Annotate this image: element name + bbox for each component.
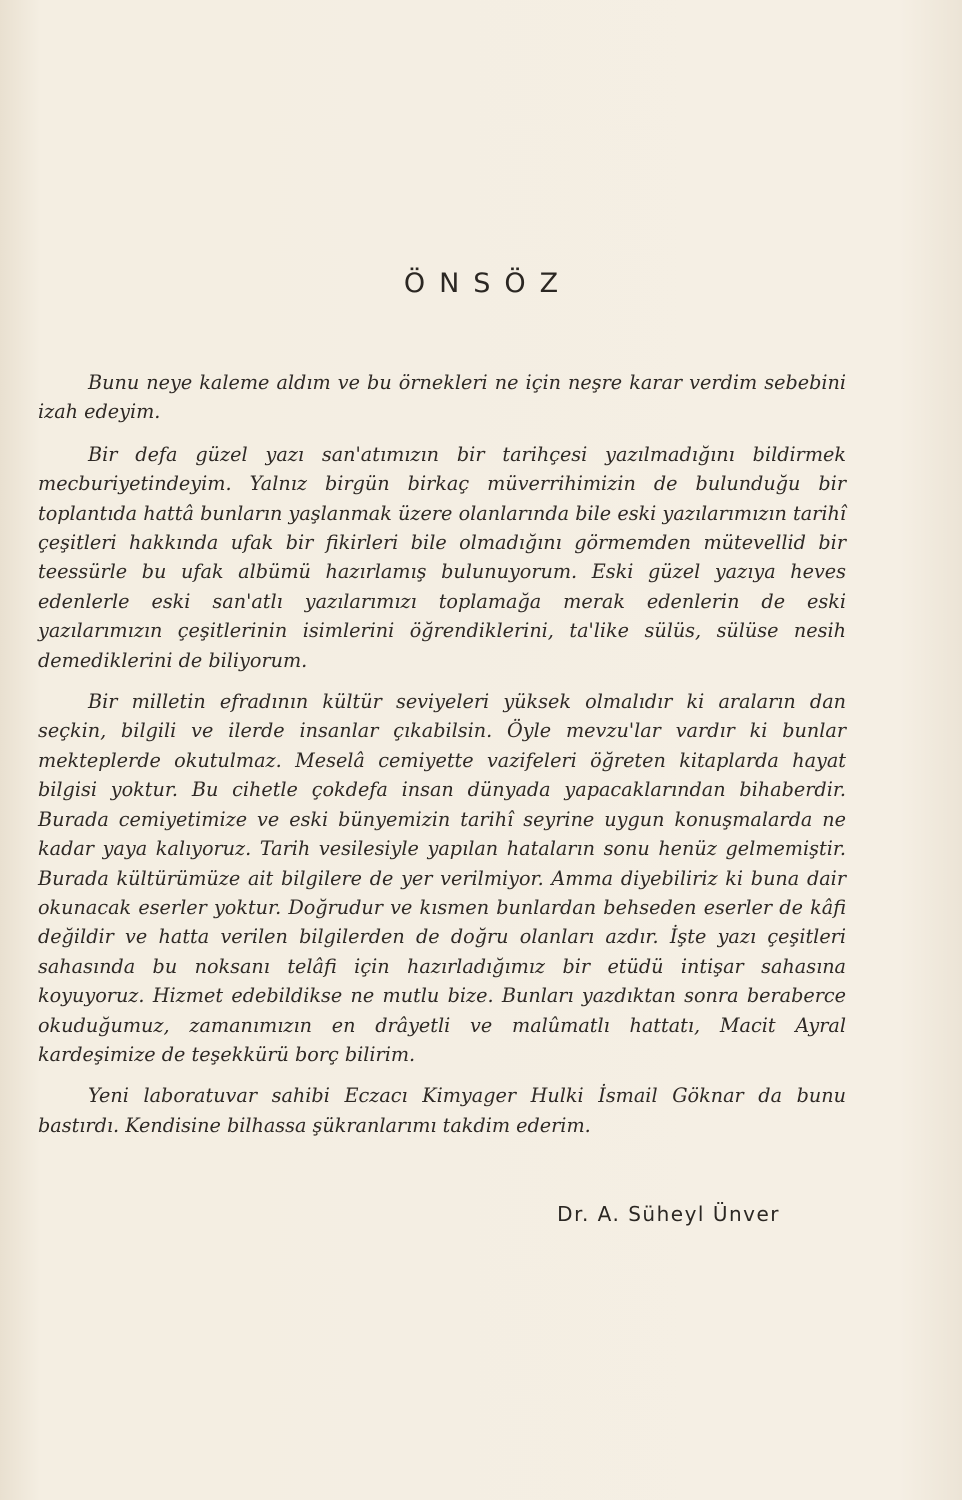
preface-body bbox=[38, 368, 846, 1152]
page-title: ÖNSÖZ bbox=[403, 268, 573, 299]
paragraph-4: Yeni laboratuvar sahibi Eczacı Kimyager Hulki İsmail Göknar da bunu bastırdı. Kendisine bilhassa şükranlarımı takdim ederim. bbox=[38, 1084, 846, 1137]
author-signature: Dr. A. Süheyl Ünver bbox=[557, 1202, 780, 1226]
paragraph-1: Bunu neye kaleme aldım ve bu örnekleri ne için neşre karar verdim sebebini izah edeyim. bbox=[38, 371, 846, 424]
paragraph-2: Bir defa güzel yazı san'atımızın bir tarihçesi yazılmadığını bildirmek mecburiyetindeyim. Yalnız birgün birkaç müverrihimizin de bulunduğu bir toplantıda hattâ bunların yaşlanmak üzere olanlarında bile eski yazılarımızın tarihî çeşitleri hakkında ufak bir fikirleri bile olmadığını görmemden mütevellid bir teessürle bu ufak albümü hazırlamış bulunuyorum. Eski güzel yazıya heves edenlerle eski san'atlı yazılarımızı toplamağa merak edenlerin de eski yazılarımızın çeşitlerinin isimlerini öğrendiklerini, ta'like sülüs, sülüse nesih demediklerini de biliyorum. bbox=[38, 442, 846, 672]
paragraph-3: Bir milletin efradının kültür seviyeleri yüksek olmalıdır ki araların dan seçkin, bilgili ve ilerde insanlar çıkabilsin. Öyle mevzu'lar vardır ki bunlar mekteplerde okutulmaz. Meselâ cemiyette vazifeleri öğreten kitaplarda hayat bilgisi yoktur. Bu cihetle çokdefa insan dünyada yapacaklarından bihaberdir. Burada cemiyetimize ve eski bünyemizin tarihî seyrine uygun konuşmalarda ne kadar yaya kalıyoruz. Tarih vesilesiyle yapılan hataların sonu henüz gelmemiştir. Burada kültürümüze ait bilgilere de yer verilmiyor. Amma diyebiliriz ki buna dair okunacak eserler yoktur. Doğrudur ve kısmen bunlardan behseden eserler de kâfi değildir ve hatta verilen bilgilerden de doğru olanları azdır. İşte yazı çeşitleri sahasında bu noksanı telâfi için hazırladığımız bir etüdü intişar sahasına koyuyoruz. Hizmet edebildikse ne mutlu bize. Bunları yazdıktan sonra beraberce okuduğumuz, zamanımızın en drâyetli ve malûmatlı hattatı, Macit Ayral kardeşimize de teşekkürü borç bilirim. bbox=[38, 690, 846, 1066]
